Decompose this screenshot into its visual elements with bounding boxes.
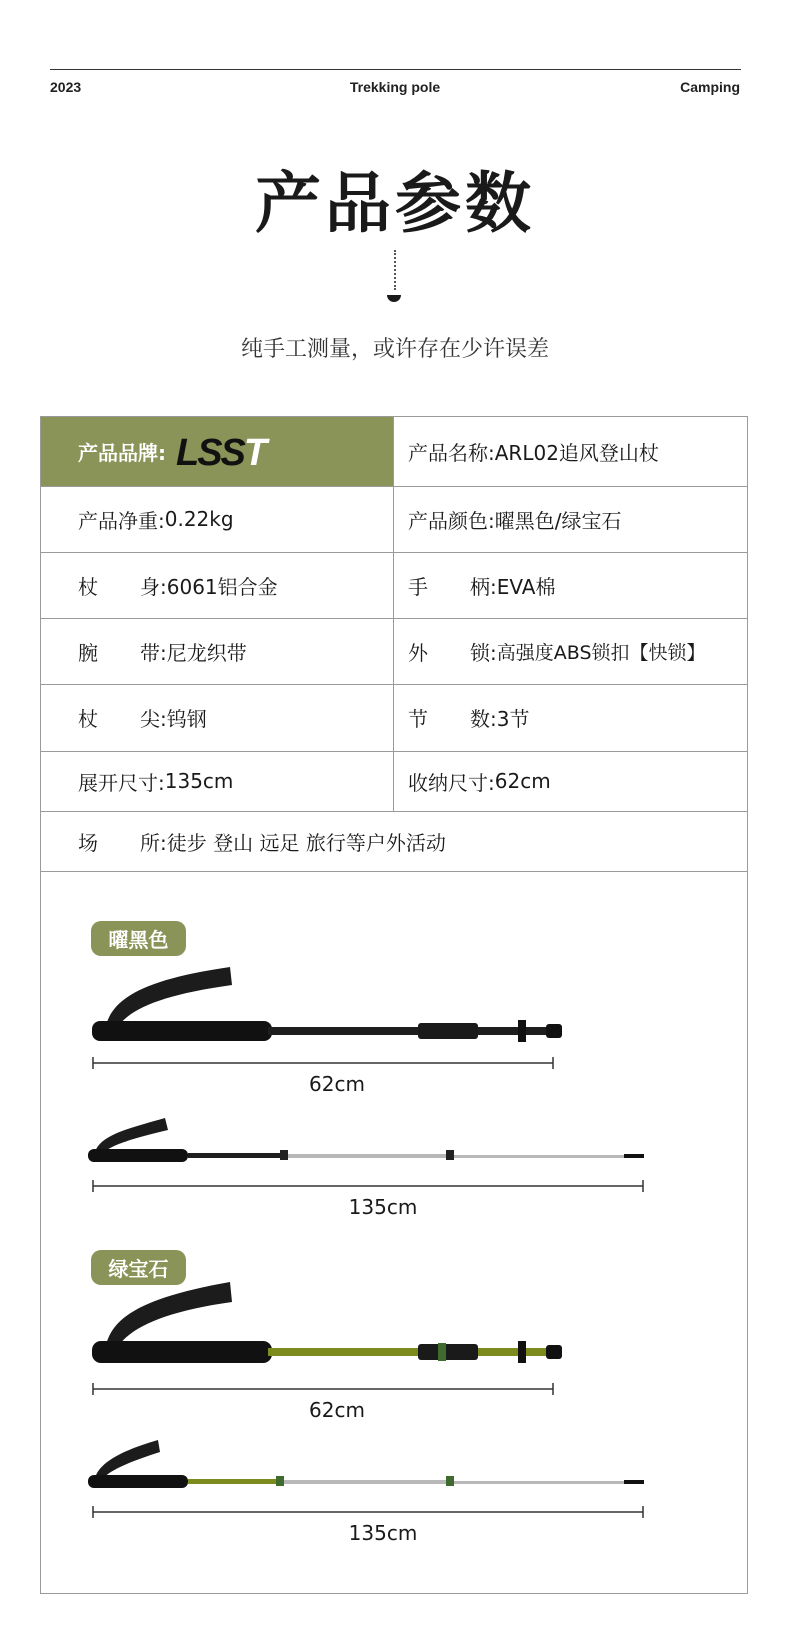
spec-value: 0.22kg bbox=[164, 507, 234, 531]
spec-value: 钨钢 bbox=[166, 707, 207, 731]
spec-label: 场 bbox=[78, 830, 98, 855]
pole-shaft-silver bbox=[454, 1481, 624, 1484]
pole-lock bbox=[446, 1150, 454, 1160]
spec-label: 产品净重: bbox=[78, 508, 165, 533]
pole-shaft bbox=[478, 1027, 548, 1035]
green-folded-pole bbox=[92, 1282, 562, 1395]
pole-lock bbox=[276, 1476, 284, 1486]
spec-value: 曜黑色/绿宝石 bbox=[494, 508, 622, 533]
black-folded-pole bbox=[92, 967, 562, 1069]
spec-label: 节 bbox=[408, 707, 428, 731]
header-category: Camping bbox=[680, 79, 740, 95]
spec-value: 尼龙织带 bbox=[166, 640, 247, 665]
header-product: Trekking pole bbox=[349, 79, 441, 95]
spec-value: 6061铝合金 bbox=[166, 574, 278, 599]
variant-badge-black: 曜黑色 bbox=[91, 921, 186, 956]
spec-label: 腕 bbox=[78, 640, 98, 665]
pole-grip bbox=[88, 1149, 188, 1162]
dimension-label-extended: 135cm bbox=[348, 1521, 418, 1545]
spec-value: EVA棉 bbox=[496, 574, 556, 599]
pole-shaft bbox=[268, 1348, 418, 1356]
spec-label: 柄: bbox=[470, 574, 497, 599]
pole-tip bbox=[546, 1024, 562, 1038]
spec-label: 尖: bbox=[140, 707, 167, 731]
spec-label: 收纳尺寸: bbox=[408, 770, 495, 795]
pole-lock bbox=[280, 1150, 288, 1160]
spec-label: 身: bbox=[140, 574, 167, 599]
spec-label: 数: bbox=[470, 707, 497, 731]
spec-label: 杖 bbox=[78, 707, 98, 731]
green-extended-pole bbox=[88, 1440, 644, 1518]
pole-lock-accent bbox=[438, 1343, 446, 1361]
pole-grip bbox=[88, 1475, 188, 1488]
pole-grip bbox=[92, 1341, 272, 1363]
variant-badge-green: 绿宝石 bbox=[91, 1250, 186, 1285]
wrist-strap-icon bbox=[95, 1440, 160, 1480]
spec-label: 所: bbox=[140, 830, 167, 855]
pole-grip bbox=[92, 1021, 272, 1041]
spec-label: 产品名称: bbox=[408, 440, 495, 465]
brand-logo-text: LSST bbox=[176, 433, 266, 469]
spec-value: 135cm bbox=[164, 769, 234, 793]
spec-value: ARL02追风登山杖 bbox=[494, 440, 659, 465]
dimension-label-folded: 62cm bbox=[309, 1072, 365, 1096]
pole-shaft bbox=[268, 1027, 418, 1035]
page-subtitle: 纯手工测量，或许存在少许误差 bbox=[240, 337, 549, 362]
pole-lock bbox=[418, 1344, 478, 1360]
header-year: 2023 bbox=[50, 79, 82, 95]
spec-value: 62cm bbox=[494, 769, 551, 793]
pole-shaft-silver bbox=[454, 1155, 624, 1158]
spec-value: 3节 bbox=[496, 707, 530, 731]
pole-lock bbox=[446, 1476, 454, 1486]
black-extended-pole bbox=[88, 1118, 644, 1192]
pole-tip bbox=[546, 1345, 562, 1359]
pole-shaft-silver bbox=[284, 1480, 448, 1484]
spec-label: 锁: bbox=[470, 640, 497, 665]
spec-label: 杖 bbox=[78, 574, 98, 599]
pole-tip bbox=[624, 1154, 644, 1158]
pole-shaft-silver bbox=[288, 1154, 448, 1158]
page-title: 产品参数 bbox=[255, 165, 535, 242]
pole-tip bbox=[624, 1480, 644, 1484]
brand-label: 产品品牌: bbox=[78, 440, 166, 465]
spec-label: 带: bbox=[140, 640, 167, 665]
pole-shaft bbox=[188, 1153, 283, 1158]
spec-label: 展开尺寸: bbox=[78, 770, 165, 795]
dimension-label-extended: 135cm bbox=[348, 1195, 418, 1219]
pole-lock bbox=[418, 1023, 478, 1039]
pole-shaft bbox=[188, 1479, 283, 1484]
spec-label: 手 bbox=[408, 574, 428, 599]
spec-label: 外 bbox=[408, 640, 428, 665]
spec-label: 产品颜色: bbox=[408, 508, 495, 533]
pole-basket bbox=[518, 1341, 526, 1363]
spec-value: 徒步 登山 远足 旅行等户外活动 bbox=[166, 830, 446, 855]
dimension-label-folded: 62cm bbox=[309, 1398, 365, 1422]
spec-value: 高强度ABS锁扣【快锁】 bbox=[496, 641, 706, 664]
pole-shaft bbox=[478, 1348, 548, 1356]
pole-basket bbox=[518, 1020, 526, 1042]
